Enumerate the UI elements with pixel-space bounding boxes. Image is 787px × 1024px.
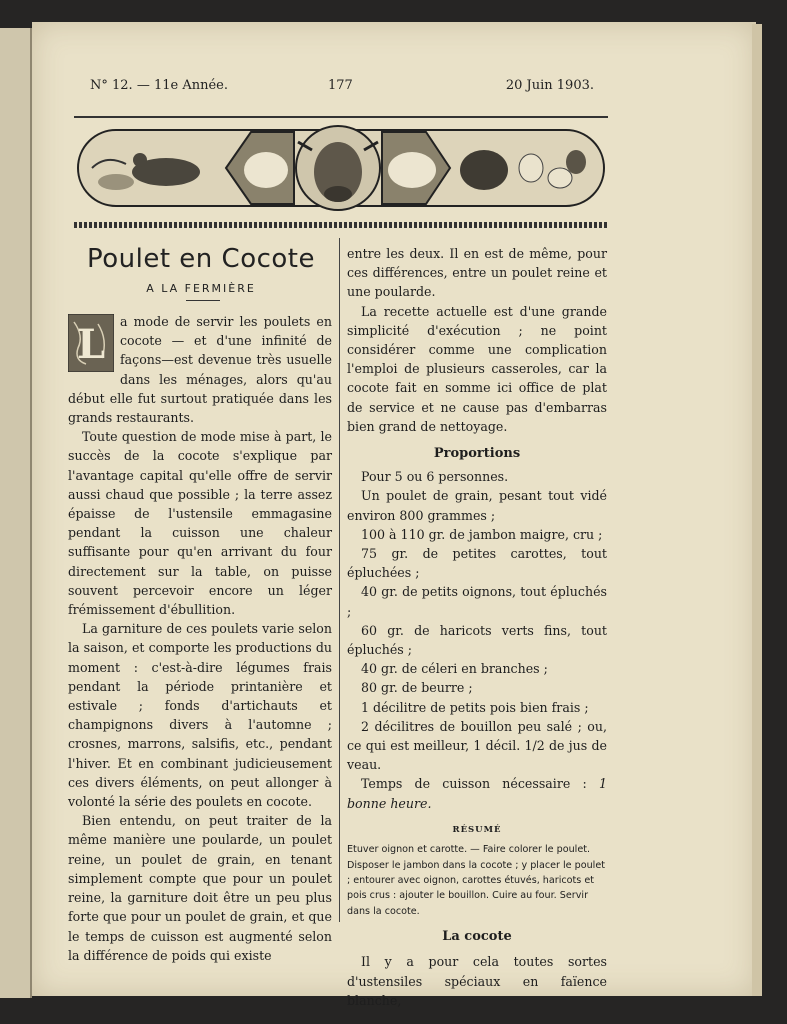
paragraph: La garniture de ces poulets varie selon la saison, et comporte les productions du moment : c'est-à-dire légumes frais pendant la période printanière et estivale ; fonds d'artichauts et champignons divers à l'automne ; crosnes, marrons, salsifis, etc., pendant l'hiver. Et en combinant judicieusement ces divers éléments, on peut allonger à volonté la série des poulets en cocote. bbox=[68, 621, 332, 810]
proportion-item: 1 décilitre de petits pois bien frais ; bbox=[361, 699, 589, 715]
header-rule bbox=[74, 116, 608, 118]
left-column bbox=[68, 312, 332, 965]
subtitle-rule bbox=[186, 300, 220, 301]
intro-text: a mode de servir les poulets en cocote — et d'une infinité de façons—est devenue très usuelle dans les ménages, alors qu'au début elle fut surtout pratiquée dans les grands restaurants. bbox=[68, 314, 332, 426]
column-divider bbox=[339, 238, 340, 922]
sheep-illustration bbox=[244, 152, 288, 188]
issue-number: N° 12. — 11e Année. bbox=[90, 78, 228, 93]
proportion-item: 40 gr. de céleri en branches ; bbox=[361, 661, 548, 677]
dropcap-letter bbox=[68, 314, 114, 372]
proportion-item: Pour 5 ou 6 personnes. bbox=[361, 469, 509, 485]
resume-text: Etuver oignon et carotte. — Faire colorer le poulet. Disposer le jambon dans la cocote ; y placer le poulet ; entourer avec oignon, carottes étuvés, haricots et pois crus : ajouter le bouillon. Cuire au four. Servir dans la cocote. bbox=[347, 844, 605, 917]
svg-text:L: L bbox=[76, 321, 106, 368]
ornamental-rule bbox=[74, 222, 608, 228]
issue-date: 20 Juin 1903. bbox=[505, 78, 594, 93]
running-header bbox=[90, 78, 594, 100]
proportion-item: 75 gr. de petites carottes, tout épluchées ; bbox=[347, 546, 607, 581]
page-number: 177 bbox=[328, 78, 353, 93]
cocote-text: Il y a pour cela toutes sortes d'ustensiles spéciaux en faïence blanche, bbox=[347, 954, 607, 1008]
cooking-time-label: Temps de cuisson nécessaire : bbox=[361, 776, 599, 792]
proportion-item: 2 décilitres de bouillon peu salé ; ou, ce qui est meilleur, 1 décil. 1/2 de jus de veau. bbox=[347, 718, 607, 773]
pig-illustration bbox=[388, 152, 436, 188]
paragraph: La recette actuelle est d'une grande simplicité d'exécution ; ne point considérer comme une complication l'emploi de plusieurs casseroles, car la cocote fait en somme ici office de plat de service et ne cause pas d'embarras bien grand de nettoyage. bbox=[347, 303, 607, 434]
cooking-time bbox=[347, 774, 607, 812]
proportion-item: 40 gr. de petits oignons, tout épluchés ; bbox=[347, 584, 607, 619]
cooking-time-value: 1 bonne heure. bbox=[347, 776, 607, 811]
paragraph: entre les deux. Il en est de même, pour ces différences, entre un poulet reine et une poularde. bbox=[347, 246, 607, 300]
proportion-item: 100 à 110 gr. de jambon maigre, cru ; bbox=[361, 526, 603, 542]
proportion-item: 80 gr. de beurre ; bbox=[361, 680, 473, 696]
article-subtitle: A LA FERMIÈRE bbox=[146, 282, 256, 295]
article-title: Poulet en Cocote bbox=[86, 244, 315, 274]
facing-page-edge bbox=[0, 28, 32, 998]
cocote-heading: La cocote bbox=[442, 929, 512, 945]
decorative-banner bbox=[76, 124, 606, 212]
resume-heading: RÉSUMÉ bbox=[452, 824, 502, 835]
paragraph: Bien entendu, on peut traiter de la même manière une poularde, un poulet reine, un poulet de grain, en tenant simplement compte que pour un poulet reine, la garniture doit être un peu plus forte que pour un poulet de grain, et que le temps de cuisson est augmenté selon la différence de poids qui existe bbox=[68, 813, 332, 963]
proportion-item: 60 gr. de haricots verts fins, tout épluchés ; bbox=[347, 622, 607, 658]
intro-paragraph bbox=[68, 312, 332, 427]
proportions-heading: Proportions bbox=[433, 446, 521, 462]
paragraph: Toute question de mode mise à part, le succès de la cocote s'explique par l'avantage capital qu'elle offre de servir aussi chaud que possible ; la terre assez épaisse de l'ustensile emmagasine pendant la cuisson une chaleur suffisante pour qu'en arrivant du four directement sur la table, on puisse souvent percevoir encore un léger frémissement d'ébullition. bbox=[68, 429, 332, 618]
page-edge bbox=[752, 24, 762, 996]
proportion-item: Un poulet de grain, pesant tout vidé environ 800 grammes ; bbox=[347, 488, 607, 523]
right-column bbox=[347, 244, 607, 1010]
